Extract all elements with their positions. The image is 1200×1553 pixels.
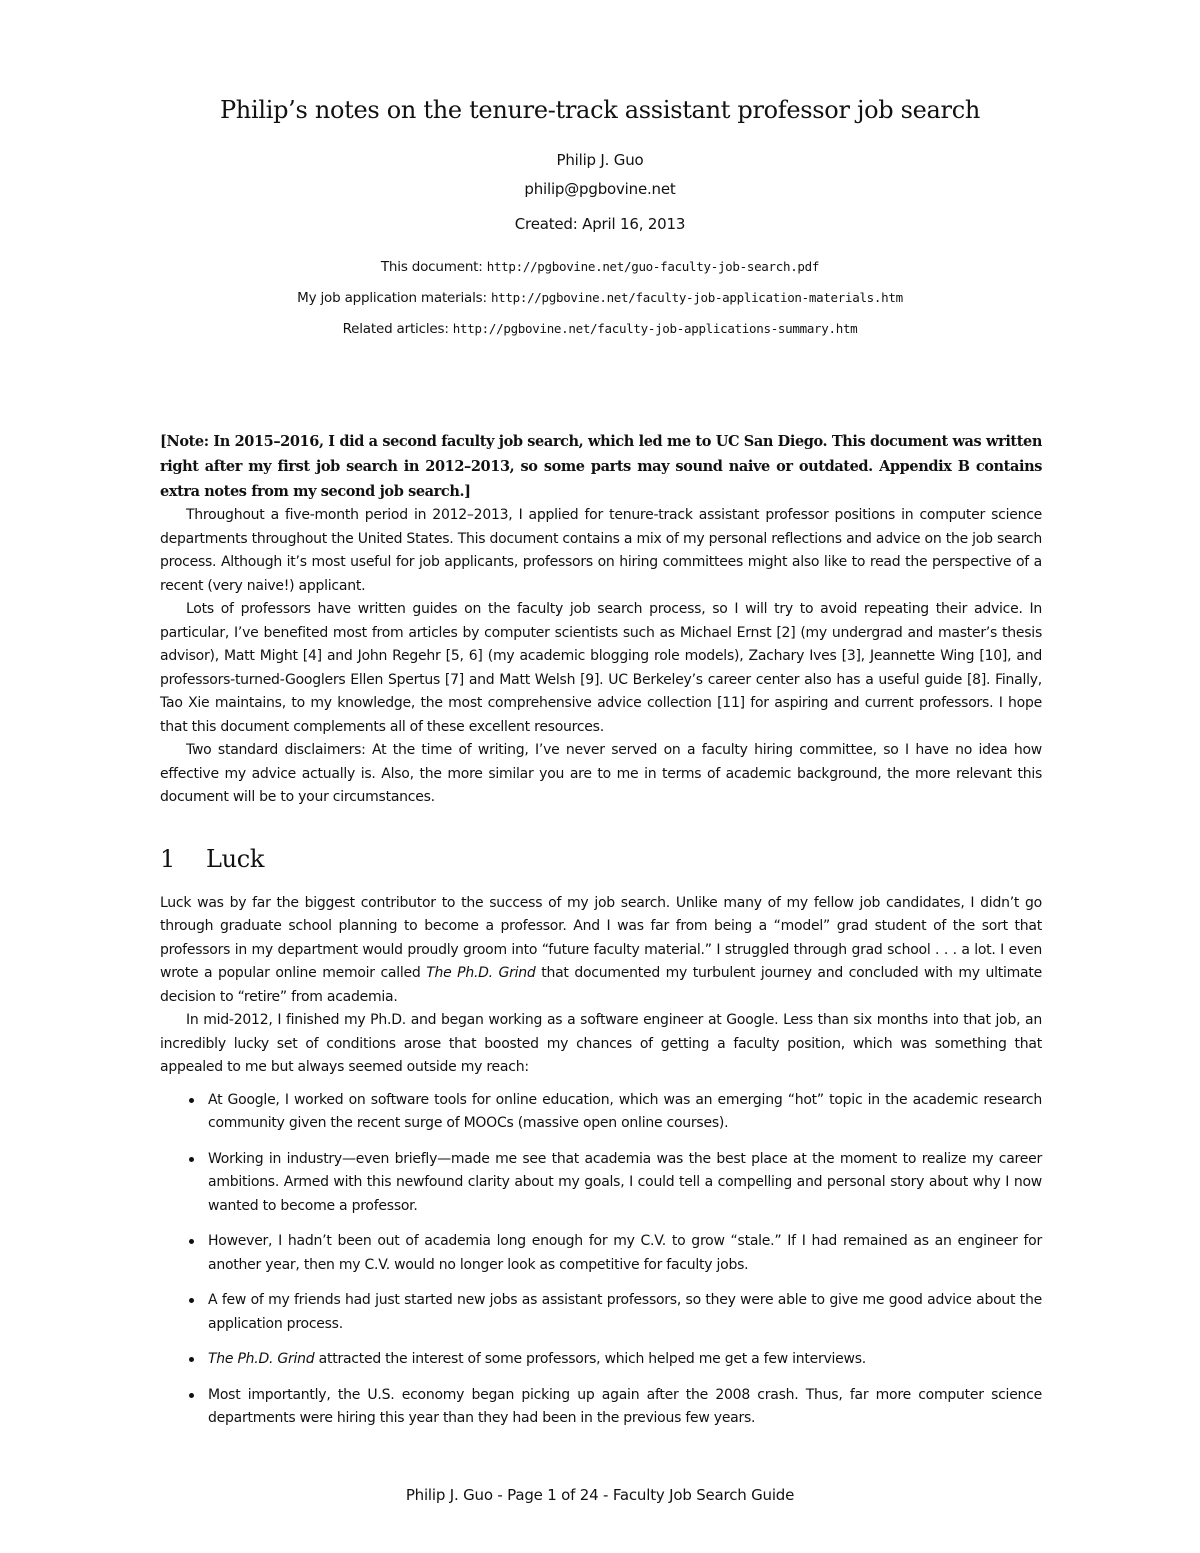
list-item-text: A few of my friends had just started new jobs as assistant professors, so they were able to give me good advice about the application process. <box>208 1292 1042 1332</box>
book-title: The Ph.D. Grind <box>426 965 536 981</box>
luck-paragraph <box>160 892 1042 1010</box>
page-footer: Philip J. Guo - Page 1 of 24 - Faculty Job Search Guide <box>405 1486 795 1504</box>
bullet-icon <box>189 1157 194 1162</box>
intro-paragraph: Two standard disclaimers: At the time of writing, I’ve never served on a faculty hiring committee, so I have no idea how effective my advice actually is. Also, the more similar you are to me in terms of academic background, the more relevant this document will be to your circumstances. <box>160 742 1042 805</box>
book-title: The Ph.D. Grind <box>208 1351 315 1367</box>
section-heading-luck <box>160 844 1042 874</box>
created-date: Created: April 16, 2013 <box>514 215 686 233</box>
document-title: Philip’s notes on the tenure-track assistant professor job search <box>219 96 981 124</box>
list-item-text: However, I hadn’t been out of academia long enough for my C.V. to grow “stale.” If I had remained as an engineer for another year, then my C.V. would no longer look as competitive for faculty jobs. <box>208 1233 1042 1273</box>
link-this-document <box>0 256 1200 278</box>
list-item-text: At Google, I worked on software tools for online education, which was an emerging “hot” topic in the academic research community given the recent surge of MOOCs (massive open online courses). <box>208 1091 1042 1131</box>
document-body <box>160 429 1042 1443</box>
bullet-icon <box>189 1098 194 1103</box>
link-url[interactable]: http://pgbovine.net/guo-faculty-job-search.pdf <box>486 259 820 274</box>
link-label: This document: <box>380 259 487 275</box>
list-item <box>160 1148 1042 1219</box>
link-related-articles <box>0 318 1200 340</box>
author-email: philip@pgbovine.net <box>524 180 676 198</box>
link-url[interactable]: http://pgbovine.net/faculty-job-application-materials.htm <box>490 290 903 305</box>
luck-bullet-list <box>160 1089 1042 1431</box>
intro-paragraph: Throughout a five-month period in 2012–2013, I applied for tenure-track assistant professor positions in computer science departments throughout the United States. This document contains a mix of my personal reflections and advice on the job search process. Although it’s most useful for job applicants, professors on hiring committees might also like to read the perspective of a recent (very naive!) applicant. <box>160 507 1042 594</box>
list-item-text: Working in industry—even briefly—made me see that academia was the best place at the moment to realize my career ambitions. Armed with this newfound clarity about my goals, I could tell a compelling and personal story about why I now wanted to become a professor. <box>208 1150 1042 1214</box>
list-item <box>160 1384 1042 1431</box>
list-item-text: attracted the interest of some professors, which helped me get a few interviews. <box>314 1351 866 1367</box>
author-name: Philip J. Guo <box>556 151 644 169</box>
bullet-icon <box>189 1357 194 1362</box>
list-item <box>160 1289 1042 1336</box>
list-item <box>160 1089 1042 1136</box>
section-number: 1 <box>160 844 175 873</box>
list-item <box>160 1230 1042 1277</box>
text-run: Luck was by far the biggest contributor to the success of my job search. Unlike many of my fellow job candidates, I didn’t go through graduate school planning to become a professor. And I was far from being a “model” grad student of the sort that professors in my department would proudly groom into “future faculty material.” I struggled through grad school . . . a lot. I even wrote a popular online memoir called <box>160 894 1042 981</box>
link-url[interactable]: http://pgbovine.net/faculty-job-applications-summary.htm <box>452 321 858 336</box>
link-label: Related articles: <box>342 321 453 337</box>
list-item <box>160 1348 1042 1372</box>
link-application-materials <box>0 287 1200 309</box>
note-paragraph: [Note: In 2015–2016, I did a second faculty job search, which led me to UC San Diego. This document was written right after my first job search in 2012–2013, so some parts may sound naive or outdated. Appendix B contains extra notes from my second job search.] <box>160 433 1042 500</box>
text-run: that documented my turbulent journey and concluded with my ultimate decision to “retire” from academia. <box>160 965 1042 1005</box>
bullet-icon <box>189 1298 194 1303</box>
bullet-icon <box>189 1393 194 1398</box>
section-title: Luck <box>206 844 265 873</box>
list-item-text: Most importantly, the U.S. economy began picking up again after the 2008 crash. Thus, far more computer science departments were hiring this year than they had been in the previous few years. <box>208 1386 1042 1426</box>
luck-paragraph: In mid-2012, I finished my Ph.D. and began working as a software engineer at Google. Less than six months into that job, an incredibly lucky set of conditions arose that boosted my chances of getting a faculty position, which was something that appealed to me but always seemed outside my reach: <box>160 1012 1042 1075</box>
link-label: My job application materials: <box>297 290 491 306</box>
intro-paragraph: Lots of professors have written guides on the faculty job search process, so I will try to avoid repeating their advice. In particular, I’ve benefited most from articles by computer scientists such as Michael Ernst [2] (my undergrad and master’s thesis advisor), Matt Might [4] and John Regehr [5, 6] (my academic blogging role models), Zachary Ives [3], Jeannette Wing [10], and professors-turned-Googlers Ellen Spertus [7] and Matt Welsh [9]. UC Berkeley’s career center also has a useful guide [8]. Finally, Tao Xie maintains, to my knowledge, the most comprehensive advice collection [11] for aspiring and current professors. I hope that this document complements all of these excellent resources. <box>160 601 1042 735</box>
bullet-icon <box>189 1239 194 1244</box>
